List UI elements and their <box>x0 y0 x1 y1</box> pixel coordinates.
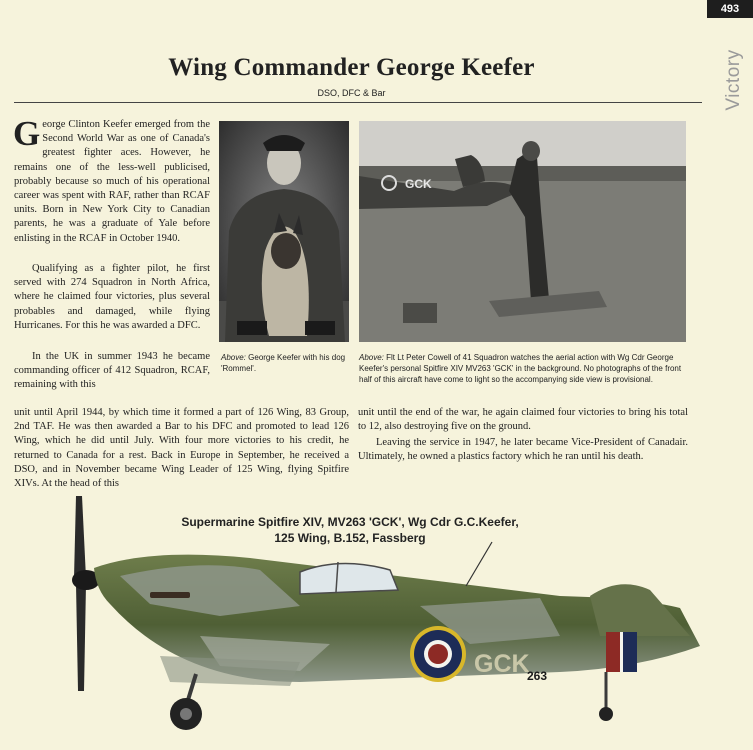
tail-wheel <box>599 707 613 721</box>
section-label-text: Victory <box>723 49 744 111</box>
page-subtitle: DSO, DFC & Bar <box>317 88 386 98</box>
spitfire-profile-illustration <box>0 486 753 750</box>
caption-right-text: Flt Lt Peter Cowell of 41 Squadron watches the aerial action with Wg Cdr George Keefer's personal Spitfire XIV MV263 'GCK' in the background. No photographs of the front half of this aircraft have come to light so the accompanying side view is provisional. <box>359 353 682 384</box>
photo-keefer-with-dog-image <box>219 121 349 342</box>
canopy <box>300 563 398 594</box>
photo-airfield-spitfire-image <box>359 121 686 342</box>
fin-flash-white <box>620 632 623 672</box>
caption-right-label: Above: <box>359 353 384 362</box>
photo-airfield-spitfire <box>359 121 686 342</box>
page-number: 493 <box>707 0 753 18</box>
section-label <box>721 40 747 120</box>
caption-left-label: Above: <box>221 353 246 362</box>
page-title: Wing Commander George Keefer <box>168 54 535 81</box>
fin-flash-red <box>606 632 620 672</box>
aerial-mast <box>466 542 492 586</box>
caption-right <box>359 352 689 385</box>
body-paragraph-3-start: In the UK in summer 1943 he became commanding officer of 412 Squadron, RCAF, remaining with this <box>14 351 210 391</box>
photo-keefer-with-dog <box>219 121 349 342</box>
roundel-red-centre <box>428 644 448 664</box>
exhaust-stacks <box>150 592 190 598</box>
caption-left <box>221 352 351 374</box>
propeller-blade-top <box>74 496 86 578</box>
profile-title-line-2: 125 Wing, B.152, Fassberg <box>274 531 426 545</box>
body-paragraph-2: Qualifying as a fighter pilot, he first served with 274 Squadron in North Africa, where he claimed four victories, plus several probables and damaged, while flying Hurricanes. For this he was awarded a DFC. <box>14 263 210 331</box>
photo-aircraft-code: GCK <box>405 177 432 191</box>
body-paragraph-1-text: eorge Clinton Keefer emerged from the Second World War as one of Canada's greatest fighter aces. However, he remains one of the less-well publicised, probably because so much of his operational career was spent with RAF, rather than RCAF units. Born in New York City to Canadian parents, he was a graduate of Yale before enlisting in the RCAF in October 1940. <box>14 119 210 244</box>
body-paragraph-1 <box>13 114 210 246</box>
body-right-paragraph-2: Leaving the service in 1947, he later became Vice-President of Canadair. Ultimately, he owned a plastics factory which he ran until his death. <box>358 437 688 463</box>
drop-cap: G <box>13 114 41 153</box>
body-paragraph-3-continued: unit until April 1944, by which time it formed a part of 126 Wing, 83 Group, 2nd TAF. He was then awarded a Bar to his DFC and promoted to lead 126 Wing, which he did until July. With four more victories to his credit, he returned to Canada for a rest. Back in Europe in September, he received a DSO, and in November became Wing Leader of 125 Wing, flying Spitfire XIVs. At the head of this <box>14 407 349 490</box>
fin-flash-blue <box>623 632 637 672</box>
caption-left-text: George Keefer with his dog 'Rommel'. <box>221 353 346 373</box>
body-right-paragraph-1: unit until the end of the war, he again claimed four victories to bring his total to 12, also destroying five on the ground. <box>358 407 688 433</box>
profile-title-line-1: Supermarine Spitfire XIV, MV263 'GCK', Wg Cdr G.C.Keefer, <box>181 515 519 529</box>
serial-number: 263 <box>527 669 548 683</box>
propeller-blade-bottom <box>76 584 86 691</box>
code-letters: GCK <box>474 650 530 678</box>
title-rule <box>14 102 702 103</box>
main-wheel-hub <box>180 708 192 720</box>
